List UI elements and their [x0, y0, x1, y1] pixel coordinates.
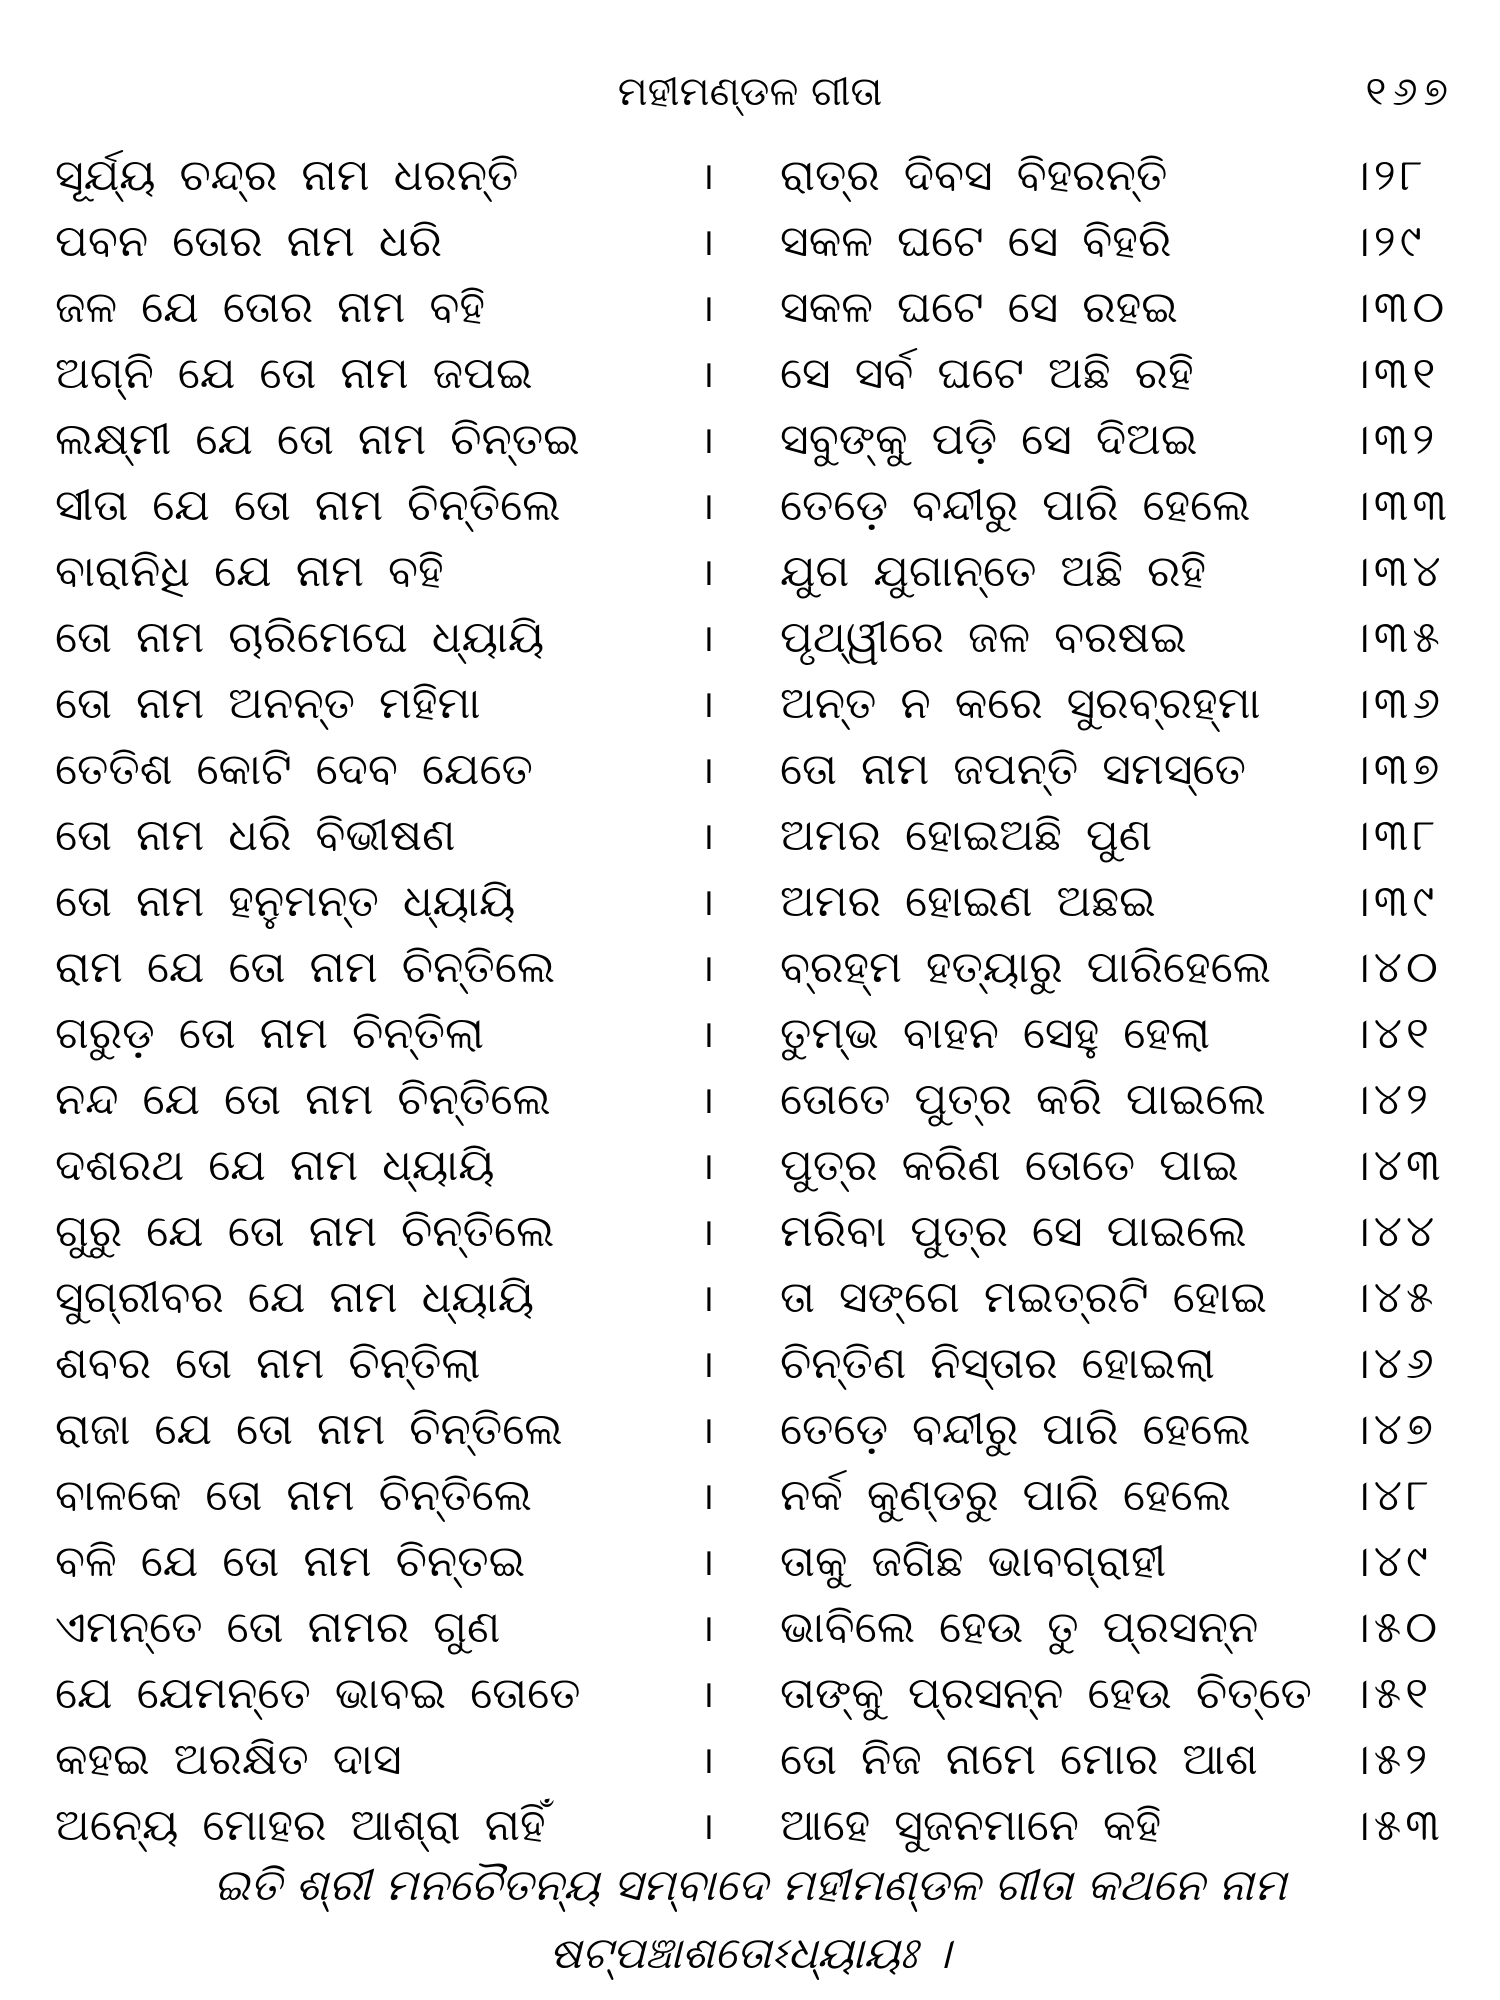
verse-first-half: ସୀତା ଯେ ତୋ ନାମ ଚିନ୍ତିଲେ	[55, 480, 561, 531]
verse-danda: ।	[700, 1606, 715, 1650]
verse-number: ।୪୪	[1350, 1206, 1439, 1257]
verse-number: ।୩୧	[1350, 348, 1440, 399]
verse-first-half: ଗୁରୁ ଯେ ତୋ ନାମ ଚିନ୍ତିଲେ	[55, 1206, 555, 1257]
verse-number: ।୪୦	[1350, 942, 1442, 993]
verse-second-half: ପୃଥ୍ୱୀରେ ଜଳ ବରଷଇ	[780, 612, 1187, 663]
verse-number: ।୪୮	[1350, 1470, 1433, 1521]
verse-row	[0, 341, 1500, 407]
verse-row	[0, 1199, 1500, 1265]
verse-second-half: ନର୍କ କୁଣ୍ଡରୁ ପାରି ହେଲେ	[780, 1470, 1231, 1521]
verse-number: ।୪୭	[1350, 1404, 1437, 1455]
verse-row	[0, 1001, 1500, 1067]
verse-danda: ।	[700, 1210, 715, 1254]
verse-row	[0, 1727, 1500, 1793]
verse-second-half: ତେଡ଼େ ବନ୍ଦୀରୁ ପାରି ହେଲେ	[780, 1404, 1251, 1455]
verse-danda: ।	[700, 946, 715, 990]
verse-number: ।୩୦	[1350, 282, 1449, 333]
verse-second-half: ତୁମ୍ଭ ବାହନ ସେହୁ ହେଲା	[780, 1008, 1211, 1059]
verse-second-half: ବ୍ରହ୍ମ ହତ୍ୟାରୁ ପାରିହେଲେ	[780, 942, 1271, 993]
verse-first-half: ବାଳକେ ତୋ ନାମ ଚିନ୍ତିଲେ	[55, 1470, 532, 1521]
verse-danda: ।	[700, 1012, 715, 1056]
verse-first-half: ରାମ ଯେ ତୋ ନାମ ଚିନ୍ତିଲେ	[55, 942, 556, 993]
verse-danda: ।	[700, 814, 715, 858]
verse-second-half: ଅମର ହୋଇଅଛି ପୁଣ	[780, 810, 1153, 861]
verse-first-half: ଦଶରଥ ଯେ ନାମ ଧ୍ୟାୟି	[55, 1140, 495, 1191]
verse-number: ।୪୬	[1350, 1338, 1438, 1389]
verse-row	[0, 605, 1500, 671]
verse-number: ।୪୩	[1350, 1140, 1445, 1191]
verse-second-half: ତେଡ଼େ ବନ୍ଦୀରୁ ପାରି ହେଲେ	[780, 480, 1251, 531]
verse-row	[0, 1529, 1500, 1595]
verse-danda: ।	[700, 1408, 715, 1452]
verse-row	[0, 1397, 1500, 1463]
chapter-colophon	[0, 1852, 1500, 1988]
verse-danda: ।	[700, 1804, 715, 1848]
verse-first-half: ରାଜା ଯେ ତୋ ନାମ ଚିନ୍ତିଲେ	[55, 1404, 563, 1455]
verse-list	[0, 143, 1500, 1859]
verse-row	[0, 737, 1500, 803]
verse-row	[0, 803, 1500, 869]
page-header	[0, 62, 1500, 122]
verse-number: ।୨୮	[1350, 150, 1427, 201]
verse-danda: ।	[700, 286, 715, 330]
verse-row	[0, 539, 1500, 605]
verse-row	[0, 473, 1500, 539]
verse-second-half: ସକଳ ଘଟେ ସେ ବିହରି	[780, 216, 1172, 267]
verse-danda: ।	[700, 220, 715, 264]
verse-number: ।୪୯	[1350, 1536, 1432, 1587]
verse-first-half: ଅନ୍ୟେ ମୋହର ଆଶ୍ରା ନାହିଁ	[55, 1800, 546, 1851]
verse-number: ।୩୫	[1350, 612, 1444, 663]
verse-first-half: ଯେ ଯେମନ୍ତେ ଭାବଇ ତୋତେ	[55, 1668, 581, 1719]
verse-danda: ।	[700, 1474, 715, 1518]
verse-number: ।୪୨	[1350, 1074, 1432, 1125]
verse-danda: ।	[700, 1672, 715, 1716]
verse-number: ।୪୫	[1350, 1272, 1438, 1323]
verse-danda: ।	[700, 1540, 715, 1584]
verse-first-half: ଅଗ୍ନି ଯେ ତୋ ନାମ ଜପଇ	[55, 348, 533, 399]
colophon-line-2: ଷଟ୍‌ପଞ୍ଚାଶତୋଽଧ୍ୟାୟଃ ।	[549, 1928, 951, 1979]
verse-first-half: ନନ୍ଦ ଯେ ତୋ ନାମ ଚିନ୍ତିଲେ	[55, 1074, 551, 1125]
verse-second-half: ସେ ସର୍ବ ଘଟେ ଅଛି ରହି	[780, 348, 1194, 399]
verse-number: ।୩୩	[1350, 480, 1451, 531]
book-title: ମହୀମଣ୍ଡଳ ଗୀତା	[617, 69, 883, 115]
verse-first-half: ବଳି ଯେ ତୋ ନାମ ଚିନ୍ତଇ	[55, 1536, 526, 1587]
verse-number: ।୫୧	[1350, 1668, 1433, 1719]
verse-number: ।୩୪	[1350, 546, 1445, 597]
verse-first-half: ଲକ୍ଷ୍ମୀ ଯେ ତୋ ନାମ ଚିନ୍ତଇ	[55, 414, 580, 465]
verse-second-half: ତାକୁ ଜଗିଛ ଭାବଗ୍ରାହୀ	[780, 1536, 1167, 1587]
verse-danda: ।	[700, 1342, 715, 1386]
verse-row	[0, 1331, 1500, 1397]
verse-number: ।୩୭	[1350, 744, 1444, 795]
verse-row	[0, 935, 1500, 1001]
verse-second-half: ତାଙ୍କୁ ପ୍ରସନ୍ନ ହେଉ ଚିତ୍ତେ	[780, 1668, 1312, 1719]
verse-second-half: ତୋ ନିଜ ନାମେ ମୋର ଆଶ	[780, 1734, 1258, 1785]
verse-danda: ।	[700, 1144, 715, 1188]
verse-row	[0, 143, 1500, 209]
verse-second-half: ଭାବିଲେ ହେଉ ତୁ ପ୍ରସନ୍ନ	[780, 1602, 1259, 1653]
verse-row	[0, 1661, 1500, 1727]
verse-number: ।୫୩	[1350, 1800, 1444, 1851]
verse-row	[0, 869, 1500, 935]
verse-first-half: ତୋ ନାମ ହନୁମନ୍ତ ଧ୍ୟାୟି	[55, 876, 516, 927]
verse-danda: ।	[700, 484, 715, 528]
verse-second-half: ସବୁଙ୍କୁ ପଡ଼ି ସେ ଦିଅଇ	[780, 414, 1198, 465]
verse-danda: ।	[700, 682, 715, 726]
verse-first-half: ବାରାନିଧି ଯେ ନାମ ବହି	[55, 546, 444, 597]
verse-second-half: ରାତ୍ର ଦିବସ ବିହରନ୍ତି	[780, 150, 1168, 201]
verse-second-half: ତୋତେ ପୁତ୍ର କରି ପାଇଲେ	[780, 1074, 1266, 1125]
verse-number: ।୩୮	[1350, 810, 1440, 861]
verse-second-half: ତୋ ନାମ ଜପନ୍ତି ସମସ୍ତେ	[780, 744, 1246, 795]
verse-first-half: ତୋ ନାମ ଧରି ବିଭୀଷଣ	[55, 810, 456, 861]
verse-row	[0, 1067, 1500, 1133]
verse-second-half: ଅନ୍ତ ନ କରେ ସୁରବ୍ରହ୍ମା	[780, 678, 1261, 729]
verse-first-half: ଏମନ୍ତେ ତୋ ନାମର ଗୁଣ	[55, 1602, 501, 1653]
verse-danda: ।	[700, 1276, 715, 1320]
verse-first-half: ଜଳ ଯେ ତୋର ନାମ ବହି	[55, 282, 486, 333]
verse-number: ।୩୬	[1350, 678, 1445, 729]
verse-row	[0, 1265, 1500, 1331]
verse-number: ।୨୯	[1350, 216, 1426, 267]
verse-row	[0, 1595, 1500, 1661]
verse-row	[0, 275, 1500, 341]
verse-second-half: ଯୁଗ ଯୁଗାନ୍ତେ ଅଛି ରହି	[780, 546, 1207, 597]
verse-second-half: ଅମର ହୋଇଣ ଅଛଇ	[780, 876, 1156, 927]
verse-danda: ।	[700, 748, 715, 792]
verse-second-half: ଚିନ୍ତିଣ ନିସ୍ତାର ହୋଇଲା	[780, 1338, 1215, 1389]
verse-number: ।୫୦	[1350, 1602, 1442, 1653]
verse-second-half: ଆହେ ସୁଜନମାନେ କହି	[780, 1800, 1162, 1851]
verse-danda: ।	[700, 1738, 715, 1782]
verse-number: ।୩୯	[1350, 876, 1439, 927]
colophon-line-1: ଇତି ଶ୍ରୀ ମନଚୈତନ୍ୟ ସମ୍ବାଦେ ମହୀମଣ୍ଡଳ ଗୀତା କଥନେ ନାମ	[213, 1860, 1287, 1911]
verse-row	[0, 1793, 1500, 1859]
page-number: ୧୬୭	[1365, 69, 1454, 115]
verse-first-half: ତେତିଶ କୋଟି ଦେବ ଯେତେ	[55, 744, 533, 795]
verse-row	[0, 1133, 1500, 1199]
verse-first-half: ସୁଗ୍ରୀବର ଯେ ନାମ ଧ୍ୟାୟି	[55, 1272, 535, 1323]
verse-second-half: ପୁତ୍ର କରିଣ ତୋତେ ପାଇ	[780, 1140, 1239, 1191]
verse-second-half: ସକଳ ଘଟେ ସେ ରହଇ	[780, 282, 1178, 333]
verse-first-half: ପବନ ତୋର ନାମ ଧରି	[55, 216, 442, 267]
verse-number: ।୫୨	[1350, 1734, 1432, 1785]
verse-danda: ।	[700, 1078, 715, 1122]
verse-row	[0, 1463, 1500, 1529]
verse-row	[0, 407, 1500, 473]
verse-danda: ।	[700, 352, 715, 396]
verse-second-half: ତା ସଙ୍ଗେ ମଇତ୍ରଟି ହୋଇ	[780, 1272, 1267, 1323]
verse-first-half: ତୋ ନାମ ଚାରିମେଘେ ଧ୍ୟାୟି	[55, 612, 545, 663]
verse-number: ।୩୨	[1350, 414, 1439, 465]
verse-first-half: ଗରୁଡ଼ ତୋ ନାମ ଚିନ୍ତିଲା	[55, 1008, 485, 1059]
verse-row	[0, 671, 1500, 737]
verse-danda: ।	[700, 880, 715, 924]
verse-danda: ।	[700, 418, 715, 462]
verse-first-half: ଶବର ତୋ ନାମ ଚିନ୍ତିଲା	[55, 1338, 481, 1389]
verse-danda: ।	[700, 154, 715, 198]
verse-first-half: ତୋ ନାମ ଅନନ୍ତ ମହିମା	[55, 678, 481, 729]
verse-number: ।୪୧	[1350, 1008, 1433, 1059]
verse-first-half: ସୂର୍ଯ୍ୟ ଚନ୍ଦ୍ର ନାମ ଧରନ୍ତି	[55, 150, 519, 201]
verse-danda: ।	[700, 616, 715, 660]
verse-first-half: କହଇ ଅରକ୍ଷିତ ଦାସ	[55, 1734, 402, 1785]
verse-second-half: ମରିବା ପୁତ୍ର ସେ ପାଇଲେ	[780, 1206, 1247, 1257]
verse-danda: ।	[700, 550, 715, 594]
verse-row	[0, 209, 1500, 275]
